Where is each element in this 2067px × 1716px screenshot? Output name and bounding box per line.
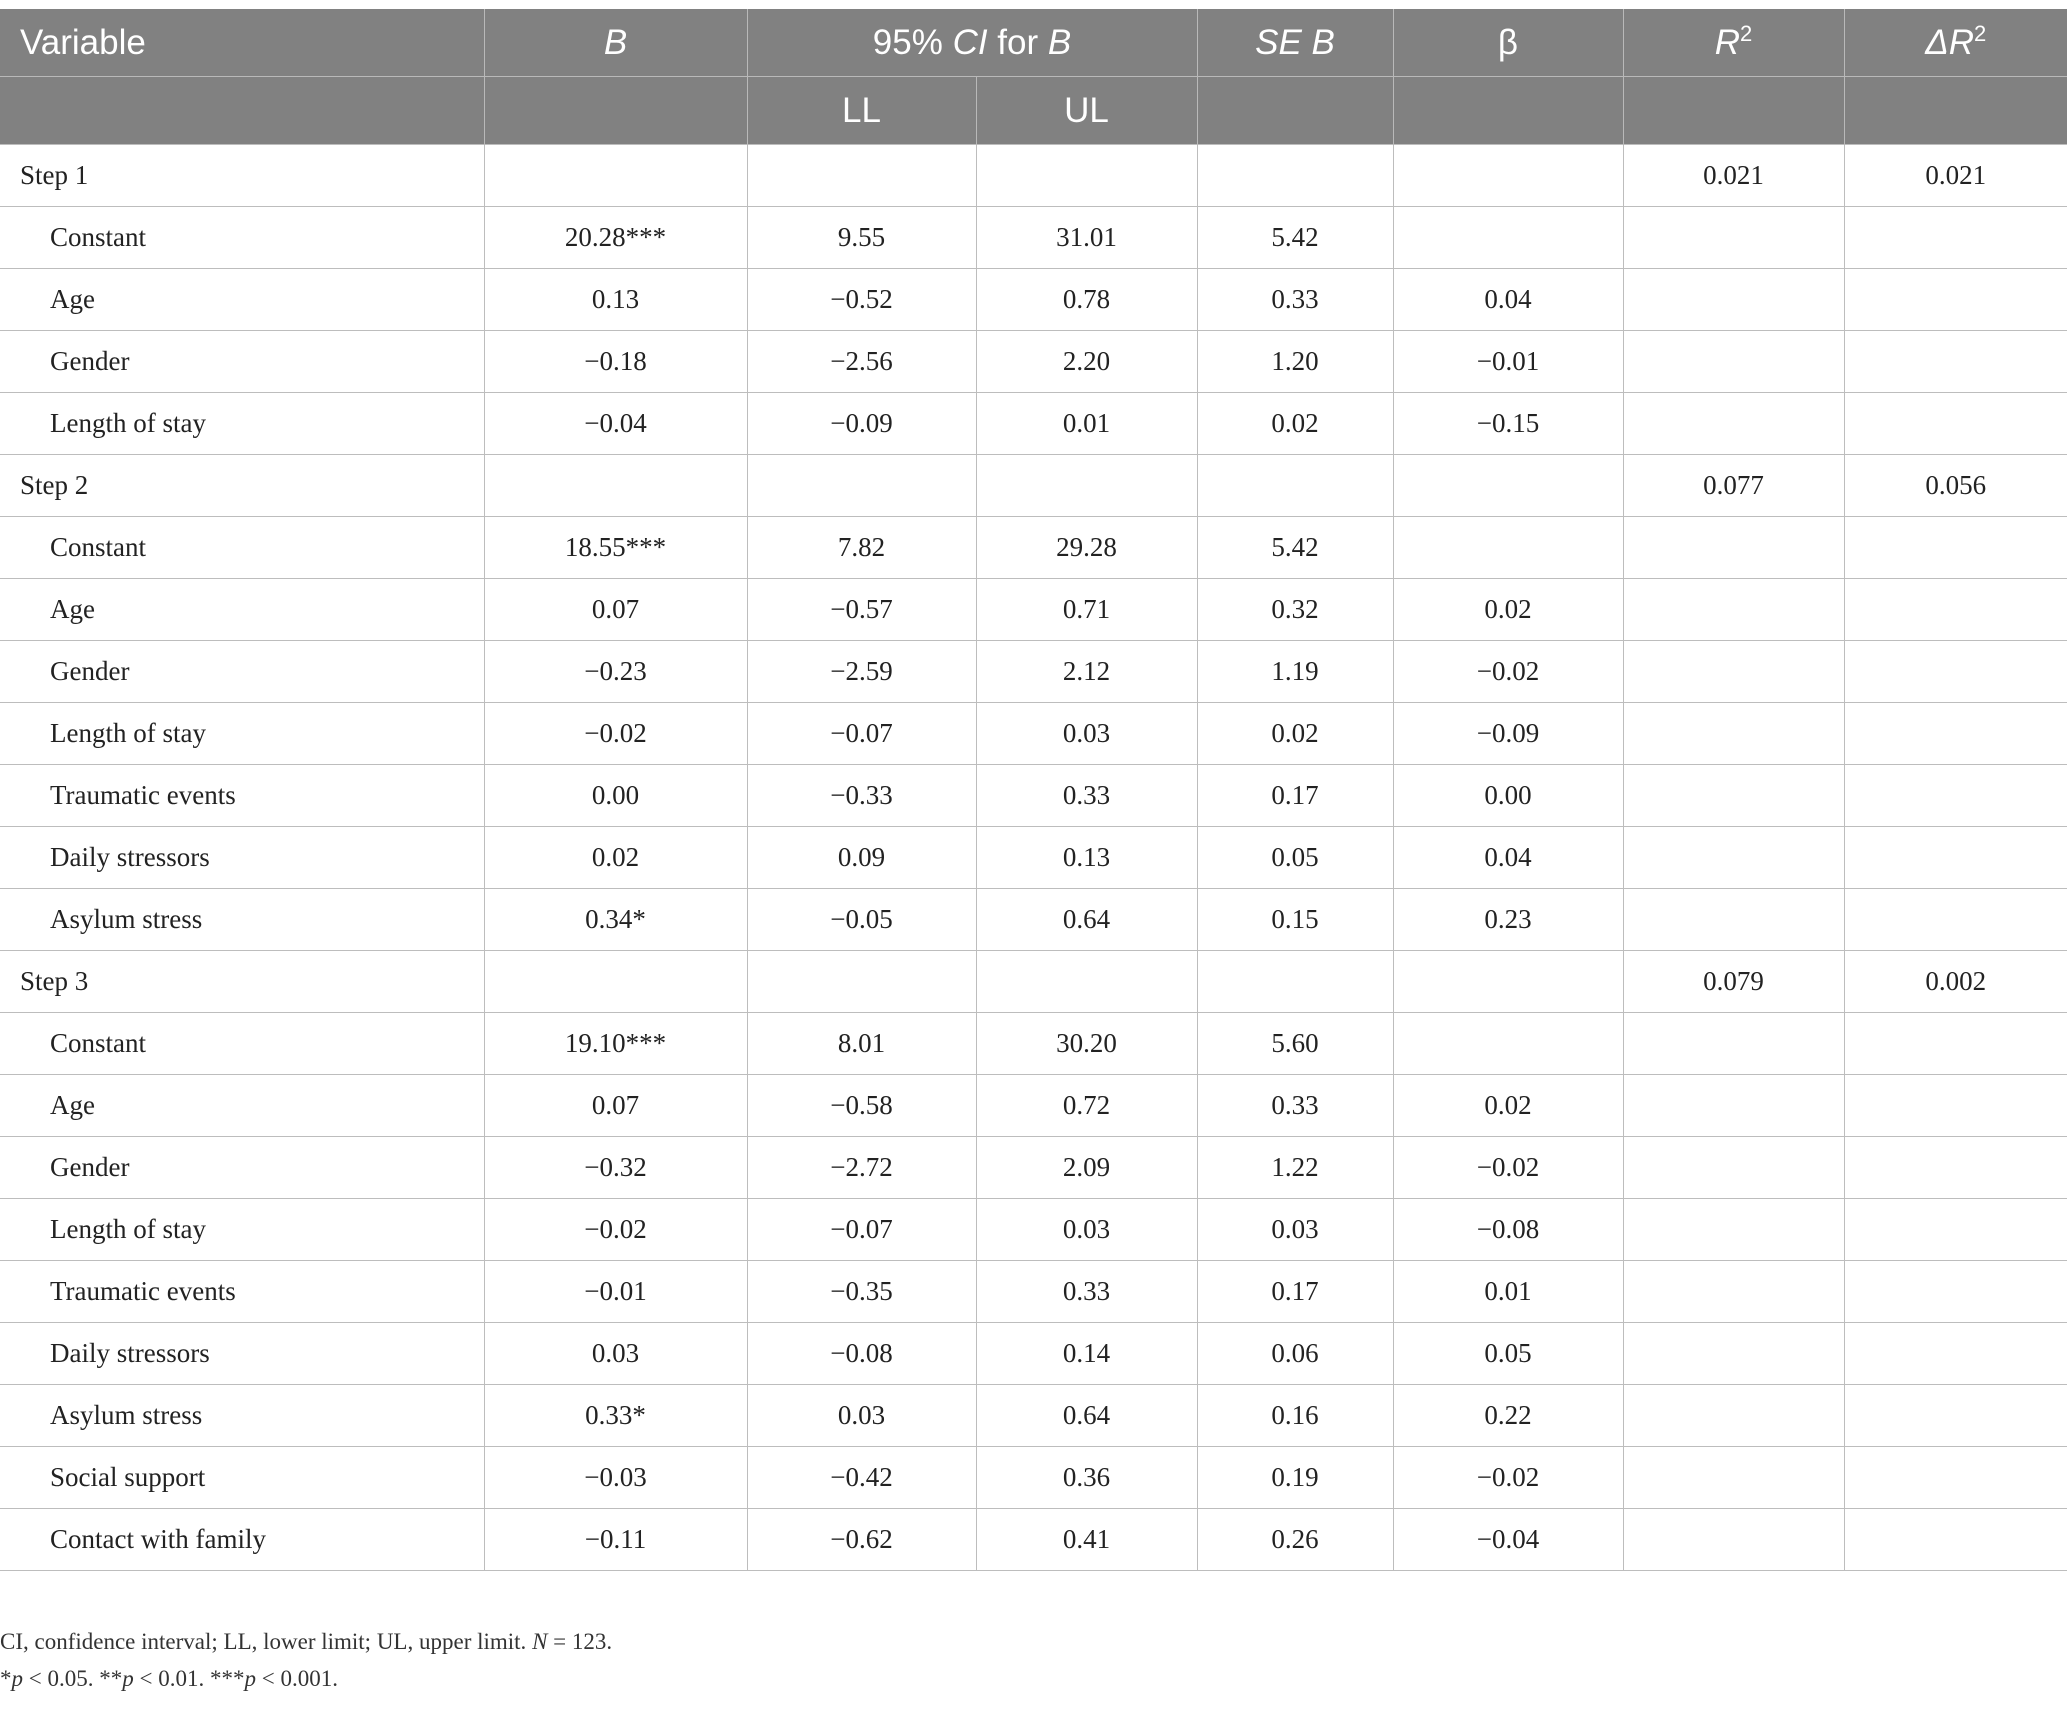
cell-se-b: 1.20	[1197, 331, 1393, 393]
cell-beta: −0.08	[1393, 1199, 1623, 1261]
cell-b: −0.03	[484, 1447, 747, 1509]
cell-ll: −0.09	[747, 393, 976, 455]
cell-r-squared	[1623, 641, 1844, 703]
cell-beta: 0.04	[1393, 827, 1623, 889]
step-row	[0, 455, 2067, 517]
cell-ll: 7.82	[747, 517, 976, 579]
step-row	[0, 145, 2067, 207]
cell-delta-r-squared	[1844, 1199, 2067, 1261]
cell-variable: Age	[0, 269, 484, 331]
cell-se-b: 5.42	[1197, 517, 1393, 579]
cell-b: 0.33*	[484, 1385, 747, 1447]
header-delta-r-squared: $\Delta R^2$	[1844, 9, 2067, 77]
cell-r-squared: 0.077	[1623, 455, 1844, 517]
cell-delta-r-squared	[1844, 1323, 2067, 1385]
cell-ll: −0.07	[747, 703, 976, 765]
cell-beta: −0.04	[1393, 1509, 1623, 1571]
cell-se-b: 0.02	[1197, 393, 1393, 455]
cell-ul	[976, 145, 1197, 207]
cell-b: 0.07	[484, 1075, 747, 1137]
cell-beta: −0.01	[1393, 331, 1623, 393]
cell-r-squared	[1623, 1261, 1844, 1323]
cell-b: 0.03	[484, 1323, 747, 1385]
cell-ul: 0.03	[976, 703, 1197, 765]
cell-ll: −2.56	[747, 331, 976, 393]
cell-delta-r-squared	[1844, 1137, 2067, 1199]
cell-ul: 2.12	[976, 641, 1197, 703]
table-row	[0, 1447, 2067, 1509]
cell-beta: 0.23	[1393, 889, 1623, 951]
header-blank	[1197, 77, 1393, 145]
footnote-abbreviations: CI, confidence interval; LL, lower limit; UL, upper limit. N = 123.	[0, 1629, 613, 1654]
table-row	[0, 1199, 2067, 1261]
table-row	[0, 1013, 2067, 1075]
cell-variable: Length of stay	[0, 393, 484, 455]
cell-ll	[747, 145, 976, 207]
cell-b: 18.55***	[484, 517, 747, 579]
table-row	[0, 579, 2067, 641]
cell-ul	[976, 455, 1197, 517]
cell-r-squared	[1623, 517, 1844, 579]
cell-b: 0.00	[484, 765, 747, 827]
table-row	[0, 827, 2067, 889]
cell-ll: −0.35	[747, 1261, 976, 1323]
footnote-significance: *p < 0.05. **p < 0.01. ***p < 0.001.	[0, 1666, 338, 1691]
table-row	[0, 393, 2067, 455]
cell-ul: 29.28	[976, 517, 1197, 579]
regression-table	[0, 9, 2067, 1571]
cell-delta-r-squared: 0.056	[1844, 455, 2067, 517]
cell-ll: −0.08	[747, 1323, 976, 1385]
header-r-squared: $R^2$	[1623, 9, 1844, 77]
cell-ll: −0.52	[747, 269, 976, 331]
cell-ll: −0.57	[747, 579, 976, 641]
header-se-b: SE B	[1197, 9, 1393, 77]
cell-se-b: 1.19	[1197, 641, 1393, 703]
cell-b	[484, 455, 747, 517]
cell-beta: −0.02	[1393, 1447, 1623, 1509]
cell-ll: −0.33	[747, 765, 976, 827]
cell-variable: Step 3	[0, 951, 484, 1013]
cell-delta-r-squared	[1844, 269, 2067, 331]
cell-ul: 0.71	[976, 579, 1197, 641]
cell-se-b: 0.16	[1197, 1385, 1393, 1447]
cell-b: 0.34*	[484, 889, 747, 951]
cell-se-b	[1197, 951, 1393, 1013]
step-row	[0, 951, 2067, 1013]
cell-r-squared	[1623, 331, 1844, 393]
cell-r-squared	[1623, 579, 1844, 641]
cell-se-b: 5.60	[1197, 1013, 1393, 1075]
cell-delta-r-squared	[1844, 1509, 2067, 1571]
cell-beta	[1393, 951, 1623, 1013]
table-row	[0, 1261, 2067, 1323]
cell-delta-r-squared	[1844, 1385, 2067, 1447]
cell-variable: Contact with family	[0, 1509, 484, 1571]
table-row	[0, 1137, 2067, 1199]
header-row-2	[0, 77, 2067, 145]
table-row	[0, 1323, 2067, 1385]
cell-beta	[1393, 207, 1623, 269]
cell-b: −0.11	[484, 1509, 747, 1571]
cell-ll: −0.58	[747, 1075, 976, 1137]
cell-delta-r-squared	[1844, 1013, 2067, 1075]
table-row	[0, 331, 2067, 393]
cell-se-b: 0.19	[1197, 1447, 1393, 1509]
cell-delta-r-squared	[1844, 1261, 2067, 1323]
cell-r-squared	[1623, 703, 1844, 765]
cell-b: 0.13	[484, 269, 747, 331]
cell-variable: Daily stressors	[0, 827, 484, 889]
cell-ll	[747, 455, 976, 517]
cell-b: −0.04	[484, 393, 747, 455]
cell-se-b: 0.06	[1197, 1323, 1393, 1385]
table-body	[0, 145, 2067, 1571]
cell-b: −0.32	[484, 1137, 747, 1199]
cell-delta-r-squared	[1844, 827, 2067, 889]
cell-se-b: 0.26	[1197, 1509, 1393, 1571]
cell-variable: Gender	[0, 331, 484, 393]
cell-ll: 8.01	[747, 1013, 976, 1075]
cell-se-b: 0.03	[1197, 1199, 1393, 1261]
cell-r-squared	[1623, 765, 1844, 827]
cell-ul: 2.09	[976, 1137, 1197, 1199]
cell-variable: Length of stay	[0, 703, 484, 765]
cell-ul: 0.33	[976, 1261, 1197, 1323]
cell-ul	[976, 951, 1197, 1013]
cell-b	[484, 145, 747, 207]
cell-r-squared	[1623, 1509, 1844, 1571]
cell-ll: 9.55	[747, 207, 976, 269]
cell-ul: 0.78	[976, 269, 1197, 331]
cell-ll: −0.07	[747, 1199, 976, 1261]
table-row	[0, 703, 2067, 765]
header-blank	[1393, 77, 1623, 145]
cell-variable: Traumatic events	[0, 1261, 484, 1323]
header-blank	[1844, 77, 2067, 145]
cell-beta: −0.09	[1393, 703, 1623, 765]
cell-ll: −0.05	[747, 889, 976, 951]
cell-ul: 0.36	[976, 1447, 1197, 1509]
cell-b: −0.01	[484, 1261, 747, 1323]
cell-r-squared	[1623, 269, 1844, 331]
table-row	[0, 517, 2067, 579]
cell-se-b: 0.33	[1197, 1075, 1393, 1137]
cell-ul: 0.01	[976, 393, 1197, 455]
cell-ll	[747, 951, 976, 1013]
cell-se-b: 0.15	[1197, 889, 1393, 951]
cell-ul: 0.41	[976, 1509, 1197, 1571]
cell-r-squared	[1623, 1013, 1844, 1075]
cell-r-squared	[1623, 1447, 1844, 1509]
cell-ul: 2.20	[976, 331, 1197, 393]
cell-r-squared	[1623, 1137, 1844, 1199]
cell-ll: −0.42	[747, 1447, 976, 1509]
cell-beta	[1393, 455, 1623, 517]
cell-delta-r-squared	[1844, 765, 2067, 827]
cell-r-squared	[1623, 1323, 1844, 1385]
cell-b: −0.02	[484, 703, 747, 765]
cell-delta-r-squared: 0.021	[1844, 145, 2067, 207]
cell-r-squared	[1623, 393, 1844, 455]
cell-variable: Constant	[0, 207, 484, 269]
header-blank	[484, 77, 747, 145]
cell-beta: 0.22	[1393, 1385, 1623, 1447]
cell-variable: Asylum stress	[0, 889, 484, 951]
cell-variable: Daily stressors	[0, 1323, 484, 1385]
header-variable: Variable	[0, 9, 484, 77]
cell-ll: 0.09	[747, 827, 976, 889]
cell-beta: 0.02	[1393, 1075, 1623, 1137]
cell-b: 0.07	[484, 579, 747, 641]
cell-ll: 0.03	[747, 1385, 976, 1447]
header-ul: UL	[976, 77, 1197, 145]
cell-variable: Asylum stress	[0, 1385, 484, 1447]
cell-variable: Traumatic events	[0, 765, 484, 827]
cell-delta-r-squared	[1844, 703, 2067, 765]
header-beta: β	[1393, 9, 1623, 77]
cell-se-b	[1197, 455, 1393, 517]
cell-se-b: 0.17	[1197, 765, 1393, 827]
cell-ul: 0.64	[976, 889, 1197, 951]
cell-b: 20.28***	[484, 207, 747, 269]
cell-se-b: 0.32	[1197, 579, 1393, 641]
table-row	[0, 1385, 2067, 1447]
cell-r-squared: 0.079	[1623, 951, 1844, 1013]
cell-delta-r-squared	[1844, 517, 2067, 579]
cell-delta-r-squared	[1844, 641, 2067, 703]
cell-b	[484, 951, 747, 1013]
cell-delta-r-squared	[1844, 207, 2067, 269]
cell-beta	[1393, 1013, 1623, 1075]
cell-beta: −0.02	[1393, 1137, 1623, 1199]
cell-variable: Constant	[0, 1013, 484, 1075]
cell-beta: 0.01	[1393, 1261, 1623, 1323]
cell-ul: 30.20	[976, 1013, 1197, 1075]
cell-variable: Gender	[0, 1137, 484, 1199]
cell-b: 0.02	[484, 827, 747, 889]
cell-se-b: 5.42	[1197, 207, 1393, 269]
cell-variable: Gender	[0, 641, 484, 703]
table-row	[0, 207, 2067, 269]
cell-se-b: 0.02	[1197, 703, 1393, 765]
cell-r-squared	[1623, 1199, 1844, 1261]
header-row-1	[0, 9, 2067, 77]
table-row	[0, 1075, 2067, 1137]
cell-beta: −0.02	[1393, 641, 1623, 703]
cell-r-squared	[1623, 207, 1844, 269]
cell-ll: −0.62	[747, 1509, 976, 1571]
cell-b: −0.02	[484, 1199, 747, 1261]
cell-ul: 0.33	[976, 765, 1197, 827]
cell-se-b	[1197, 145, 1393, 207]
cell-beta: 0.02	[1393, 579, 1623, 641]
cell-se-b: 0.17	[1197, 1261, 1393, 1323]
cell-r-squared	[1623, 1385, 1844, 1447]
cell-ul: 0.14	[976, 1323, 1197, 1385]
cell-beta: 0.00	[1393, 765, 1623, 827]
cell-se-b: 1.22	[1197, 1137, 1393, 1199]
header-blank	[0, 77, 484, 145]
cell-se-b: 0.33	[1197, 269, 1393, 331]
cell-delta-r-squared	[1844, 1447, 2067, 1509]
cell-ul: 31.01	[976, 207, 1197, 269]
cell-ul: 0.03	[976, 1199, 1197, 1261]
cell-se-b: 0.05	[1197, 827, 1393, 889]
cell-r-squared	[1623, 1075, 1844, 1137]
cell-delta-r-squared	[1844, 1075, 2067, 1137]
table-row	[0, 889, 2067, 951]
cell-ul: 0.72	[976, 1075, 1197, 1137]
cell-variable: Length of stay	[0, 1199, 484, 1261]
cell-r-squared	[1623, 827, 1844, 889]
table-row	[0, 269, 2067, 331]
cell-ul: 0.13	[976, 827, 1197, 889]
cell-ll: −2.59	[747, 641, 976, 703]
cell-beta	[1393, 517, 1623, 579]
cell-beta	[1393, 145, 1623, 207]
header-blank	[1623, 77, 1844, 145]
table-row	[0, 641, 2067, 703]
cell-r-squared	[1623, 889, 1844, 951]
cell-variable: Constant	[0, 517, 484, 579]
cell-delta-r-squared	[1844, 889, 2067, 951]
cell-delta-r-squared	[1844, 393, 2067, 455]
cell-ul: 0.64	[976, 1385, 1197, 1447]
cell-variable: Step 2	[0, 455, 484, 517]
header-b: B	[484, 9, 747, 77]
cell-b: 19.10***	[484, 1013, 747, 1075]
cell-variable: Social support	[0, 1447, 484, 1509]
cell-beta: 0.04	[1393, 269, 1623, 331]
cell-variable: Step 1	[0, 145, 484, 207]
cell-r-squared: 0.021	[1623, 145, 1844, 207]
cell-variable: Age	[0, 1075, 484, 1137]
cell-b: −0.18	[484, 331, 747, 393]
header-ci: 95% CI for B	[747, 9, 1197, 77]
header-ll: LL	[747, 77, 976, 145]
cell-delta-r-squared	[1844, 331, 2067, 393]
cell-beta: 0.05	[1393, 1323, 1623, 1385]
cell-ll: −2.72	[747, 1137, 976, 1199]
table-row	[0, 765, 2067, 827]
cell-variable: Age	[0, 579, 484, 641]
cell-beta: −0.15	[1393, 393, 1623, 455]
cell-delta-r-squared: 0.002	[1844, 951, 2067, 1013]
cell-b: −0.23	[484, 641, 747, 703]
table-row	[0, 1509, 2067, 1571]
cell-delta-r-squared	[1844, 579, 2067, 641]
